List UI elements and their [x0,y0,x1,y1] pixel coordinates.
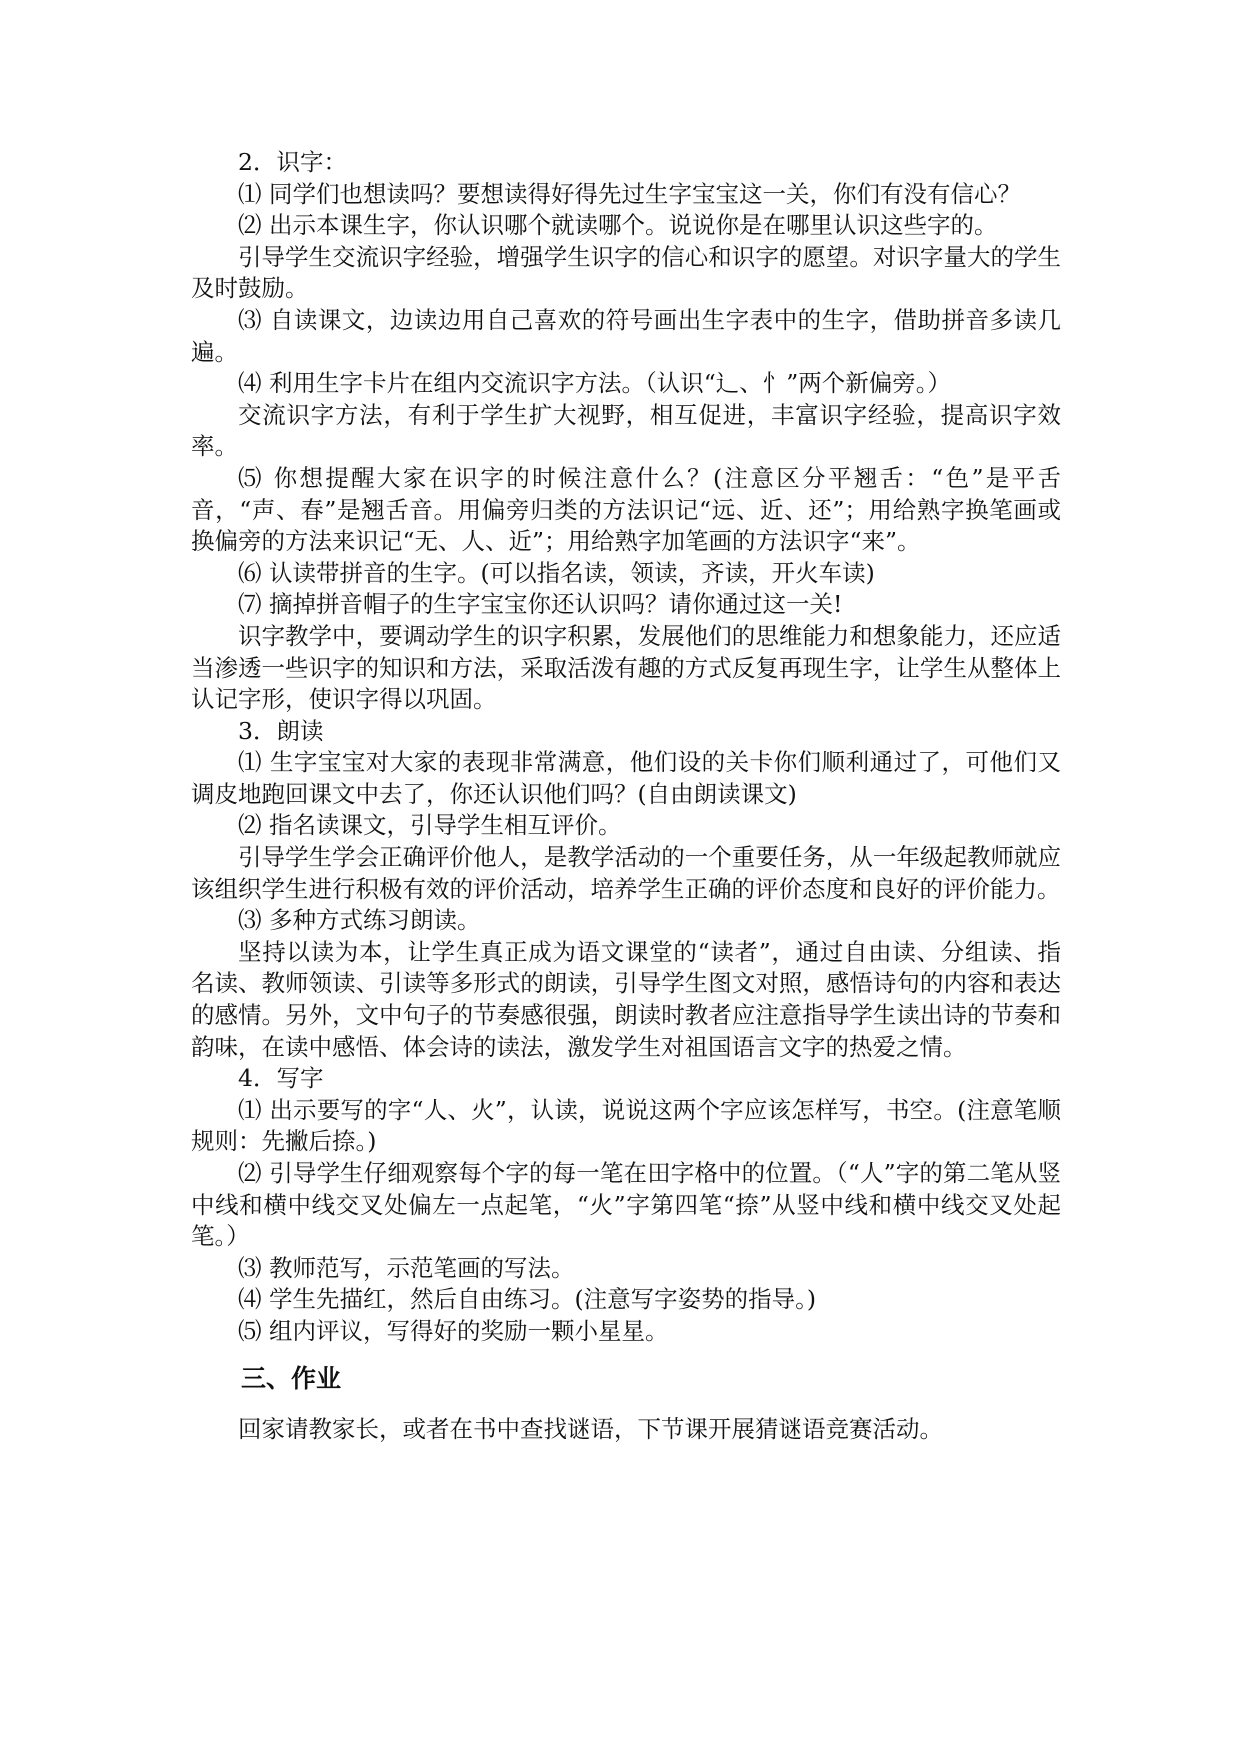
paragraph: ⑷ 利用生字卡片在组内交流识字方法。（认识“辶、忄”两个新偏旁。） [238,369,951,398]
paragraph: ⑶ 多种方式练习朗读。 [238,906,481,935]
paragraph: 交流识字方法，有利于学生扩大视野，相互促进，丰富识字经验，提高识字效率。 [191,400,1061,461]
document-page [191,147,1061,1445]
paragraph: ⑴ 同学们也想读吗？要想读得好得先过生字宝宝这一关，你们有没有信心？ [238,179,1021,208]
paragraph: ⑴ 出示要写的字“人、火”，认读，说说这两个字应该怎样写，书空。(注意笔顺规则：先撇后捺。) [191,1095,1061,1156]
paragraph: ⑷ 学生先描红，然后自由练习。(注意写字姿势的指导。) [238,1285,817,1314]
subheading-xiezi: 4．写字 [238,1064,324,1093]
paragraph: 识字教学中，要调动学生的识字积累，发展他们的思维能力和想象能力，还应适当渗透一些识字的知识和方法，采取活泼有趣的方式反复再现生字，让学生从整体上认记字形，使识字得以巩固。 [191,621,1061,714]
subheading-shizi: 2．识字： [238,148,347,176]
homework-paragraph: 回家请教家长，或者在书中查找谜语，下节课开展猜谜语竞赛活动。 [238,1414,943,1443]
paragraph: ⑹ 认读带拼音的生字。(可以指名读，领读，齐读，开火车读) [238,558,875,587]
paragraph: ⑶ 教师范写，示范笔画的写法。 [238,1253,575,1282]
paragraph: ⑺ 摘掉拼音帽子的生字宝宝你还认识吗？请你通过这一关! [238,590,843,619]
subheading-langdu: 3．朗读 [238,716,324,745]
paragraph: ⑵ 引导学生仔细观察每个字的每一笔在田字格中的位置。（“人”字的第二笔从竖中线和横中线交叉处偏左一点起笔，“火”字第四笔“捺”从竖中线和横中线交叉处起笔。） [191,1159,1061,1251]
paragraph: ⑵ 出示本课生字，你认识哪个就读哪个。说说你是在哪里认识这些字的。 [238,211,998,240]
section-heading-homework: 三、作业 [241,1363,342,1393]
paragraph: ⑴ 生字宝宝对大家的表现非常满意，他们设的关卡你们顺利通过了，可他们又调皮地跑回课文中去了，你还认识他们吗？(自由朗读课文) [191,748,1061,808]
paragraph: ⑵ 指名读课文，引导学生相互评价。 [238,811,622,840]
paragraph: ⑸ 你想提醒大家在识字的时候注意什么？(注意区分平翘舌：“色”是平舌音，“声、春”是翘舌音。用偏旁归类的方法识记“远、近、还”；用给熟字换笔画或换偏旁的方法来识记“无、人、近”；用给熟字加笔画的方法识字“来”。 [191,463,1061,556]
paragraph: 引导学生学会正确评价他人，是教学活动的一个重要任务，从一年级起教师就应该组织学生进行积极有效的评价活动，培养学生正确的评价态度和良好的评价能力。 [191,843,1061,903]
paragraph: 引导学生交流识字经验，增强学生识字的信心和识字的愿望。对识字量大的学生及时鼓励。 [191,242,1061,303]
paragraph: 坚持以读为本，让学生真正成为语文课堂的“读者”，通过自由读、分组读、指名读、教师领读、引读等多形式的朗读，引导学生图文对照，感悟诗句的内容和表达的感情。另外，文中句子的节奏感很强，朗读时教者应注意指导学生读出诗的节奏和韵味，在读中感悟、体会诗的读法，激发学生对祖国语言文字的热爱之情。 [191,937,1061,1061]
paragraph: ⑸ 组内评议，写得好的奖励一颗小星星。 [238,1316,669,1345]
paragraph: ⑶ 自读课文，边读边用自己喜欢的符号画出生字表中的生字，借助拼音多读几遍。 [191,305,1061,366]
